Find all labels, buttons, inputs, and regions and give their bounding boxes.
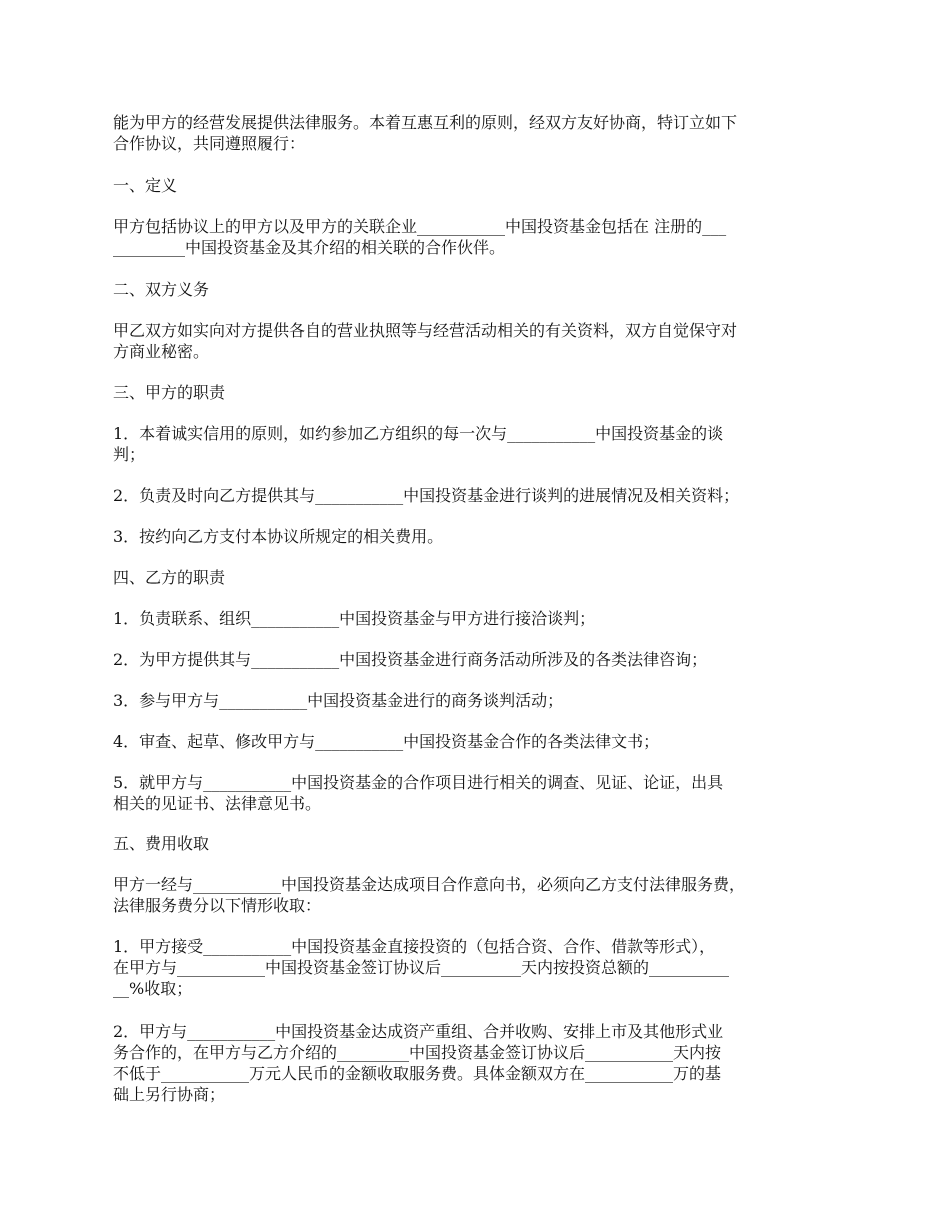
heading-text: 三、甲方的职责: [113, 383, 226, 402]
text-line: 3．按约向乙方支付本协议所规定的相关费用。: [113, 527, 444, 546]
fee-item-2: [113, 1021, 848, 1105]
definition-paragraph: [113, 216, 848, 258]
section-heading-party-b-duties: [113, 567, 848, 588]
text-line: 础上另行协商；: [113, 1085, 226, 1104]
text-line: 相关的见证书、法律意见书。: [113, 794, 322, 813]
text-line: 判；: [113, 445, 146, 464]
obligations-paragraph: [113, 320, 848, 362]
text-line: 1．甲方接受___________中国投资基金直接投资的（包括合资、合作、借款等形式），: [113, 937, 716, 956]
party-b-duty-5: [113, 772, 848, 814]
text-line: 5．就甲方与___________中国投资基金的合作项目进行相关的调查、见证、论证，出具: [113, 773, 724, 792]
text-line: 甲方包括协议上的甲方以及甲方的关联企业___________中国投资基金包括在 注册的___: [113, 217, 727, 236]
text-line: 2．为甲方提供其与___________中国投资基金进行商务活动所涉及的各类法律咨询；: [113, 650, 708, 669]
text-line: 2．甲方与___________中国投资基金达成资产重组、合并收购、安排上市及其他形式业: [113, 1022, 724, 1041]
text-line: 2．负责及时向乙方提供其与___________中国投资基金进行谈判的进展情况及相关资料；: [113, 486, 740, 505]
text-line: 务合作的，在甲方与乙方介绍的_________中国投资基金签订协议后___________天内按: [113, 1043, 722, 1062]
text-line: __%收取；: [113, 979, 193, 998]
intro-paragraph: [113, 112, 848, 154]
text-line: 3．参与甲方与___________中国投资基金进行的商务谈判活动；: [113, 691, 564, 710]
heading-text: 二、双方义务: [113, 280, 210, 299]
section-heading-party-a-duties: [113, 382, 848, 403]
heading-text: 一、定义: [113, 176, 178, 195]
party-a-duty-2: [113, 485, 848, 506]
section-heading-definition: [113, 175, 848, 196]
text-line: 1．本着诚实信用的原则，如约参加乙方组织的每一次与___________中国投资基金的谈: [113, 424, 724, 443]
heading-text: 五、费用收取: [113, 834, 210, 853]
party-b-duty-3: [113, 690, 848, 711]
text-line: 法律服务费分以下情形收取：: [113, 896, 322, 915]
text-line: 4．审查、起草、修改甲方与___________中国投资基金合作的各类法律文书；: [113, 732, 660, 751]
party-b-duty-4: [113, 731, 848, 752]
text-line: _________中国投资基金及其介绍的相关联的合作伙伴。: [113, 238, 506, 257]
text-line: 合作协议，共同遵照履行：: [113, 134, 306, 153]
fees-intro-paragraph: [113, 874, 848, 916]
party-a-duty-3: [113, 526, 848, 547]
text-line: 甲乙双方如实向对方提供各自的营业执照等与经营活动相关的有关资料，双方自觉保守对: [113, 321, 738, 340]
party-a-duty-1: [113, 423, 848, 465]
section-heading-fees: [113, 833, 848, 854]
text-line: 1．负责联系、组织___________中国投资基金与甲方进行接洽谈判；: [113, 609, 596, 628]
text-line: 能为甲方的经营发展提供法律服务。本着互惠互利的原则，经双方友好协商，特订立如下: [113, 113, 738, 132]
text-line: 不低于___________万元人民币的金额收取服务费。具体金额双方在___________万的基: [113, 1064, 722, 1083]
text-line: 甲方一经与___________中国投资基金达成项目合作意向书，必须向乙方支付法律服务费，: [113, 875, 746, 894]
fee-item-1: [113, 936, 848, 999]
text-line: 方商业秘密。: [113, 342, 210, 361]
text-line: 在甲方与___________中国投资基金签订协议后__________天内按投资总额的__________: [113, 958, 730, 977]
section-heading-mutual-obligations: [113, 279, 848, 300]
heading-text: 四、乙方的职责: [113, 568, 226, 587]
party-b-duty-1: [113, 608, 848, 629]
party-b-duty-2: [113, 649, 848, 670]
